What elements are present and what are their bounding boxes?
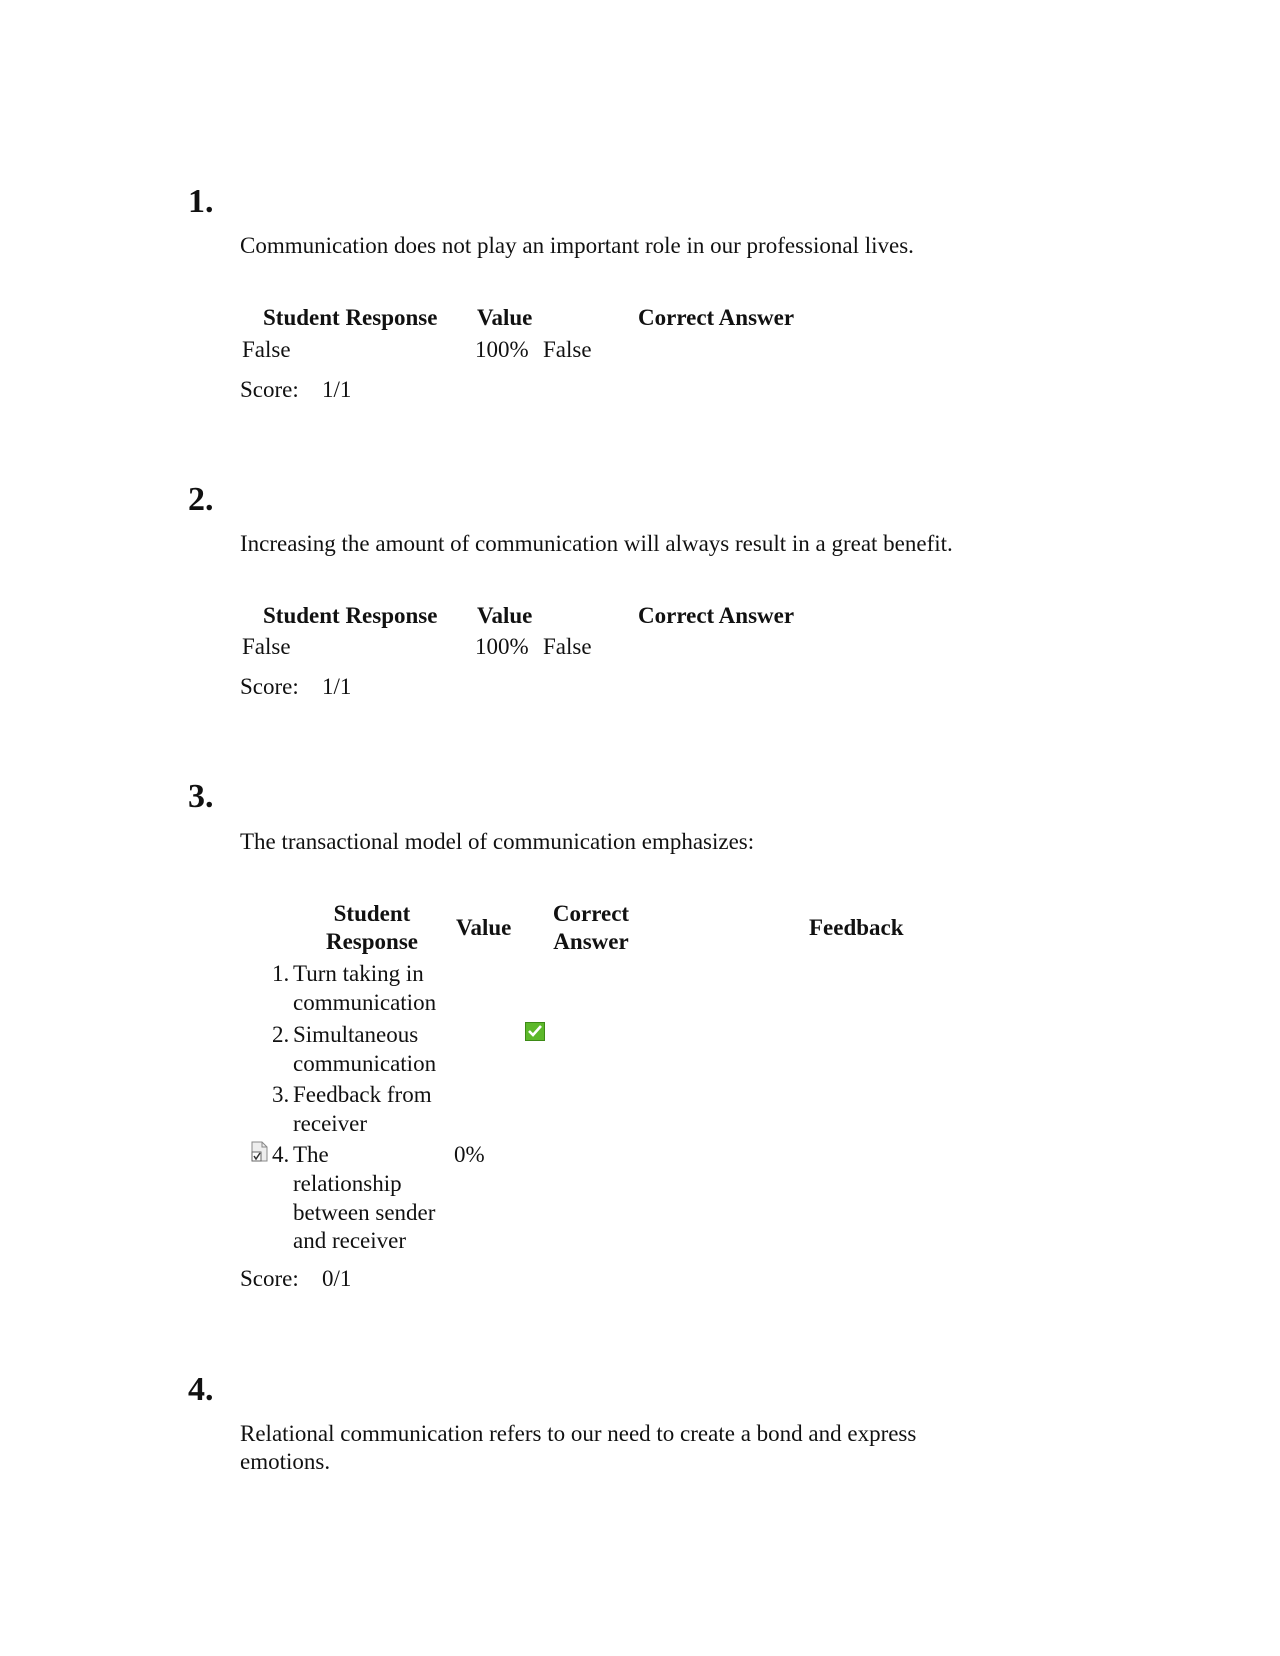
selected-response-icon xyxy=(251,1141,268,1162)
header-student-response: Student Response xyxy=(263,305,438,330)
response-value: 100% xyxy=(475,634,529,659)
option-number: 4. xyxy=(272,1142,290,1167)
option-text: and receiver xyxy=(293,1228,407,1253)
header-student-response: Student xyxy=(333,901,411,926)
response-value: 0% xyxy=(454,1142,485,1167)
score-value: 0/1 xyxy=(322,1266,352,1291)
option-number: 1. xyxy=(272,961,290,986)
question-number: 1. xyxy=(188,183,214,220)
option-text: Simultaneous xyxy=(293,1022,419,1047)
header-feedback: Feedback xyxy=(809,915,904,940)
question-text: Communication does not play an important role in our professional lives. xyxy=(240,233,914,258)
header-correct-answer: Answer xyxy=(553,929,629,954)
response-value: 100% xyxy=(475,337,529,362)
correct-answer: False xyxy=(543,634,592,659)
header-student-response: Student Response xyxy=(263,603,438,628)
option-text: relationship xyxy=(293,1171,402,1196)
score-label: Score: xyxy=(240,377,299,402)
header-value: Value xyxy=(477,305,533,330)
question-text: Increasing the amount of communication will always result in a great benefit. xyxy=(240,531,953,556)
question-number: 4. xyxy=(188,1371,214,1408)
question-number: 2. xyxy=(188,481,214,518)
header-correct-answer: Correct Answer xyxy=(638,305,795,330)
header-value: Value xyxy=(477,603,533,628)
option-text: receiver xyxy=(293,1111,368,1136)
score-value: 1/1 xyxy=(322,377,352,402)
option-text: communication xyxy=(293,990,437,1015)
student-response: False xyxy=(242,337,291,362)
option-text: between sender xyxy=(293,1200,436,1225)
header-correct-answer: Correct xyxy=(552,901,630,926)
question-text: emotions. xyxy=(240,1449,331,1474)
option-text: communication xyxy=(293,1051,437,1076)
option-number: 3. xyxy=(272,1082,290,1107)
student-response: False xyxy=(242,634,291,659)
header-value: Value xyxy=(456,915,512,940)
score-label: Score: xyxy=(240,674,299,699)
question-number: 3. xyxy=(188,778,214,815)
option-number: 2. xyxy=(272,1022,290,1047)
score-value: 1/1 xyxy=(322,674,352,699)
question-text: The transactional model of communication emphasizes: xyxy=(240,829,755,854)
option-text: Turn taking in xyxy=(293,961,424,986)
option-text: Feedback from xyxy=(293,1082,432,1107)
score-label: Score: xyxy=(240,1266,299,1291)
header-correct-answer: Correct Answer xyxy=(638,603,795,628)
correct-answer-check-icon xyxy=(525,1022,545,1041)
header-student-response: Response xyxy=(325,929,418,954)
question-text: Relational communication refers to our need to create a bond and express xyxy=(240,1421,917,1446)
correct-answer: False xyxy=(543,337,592,362)
option-text: The xyxy=(293,1142,329,1167)
